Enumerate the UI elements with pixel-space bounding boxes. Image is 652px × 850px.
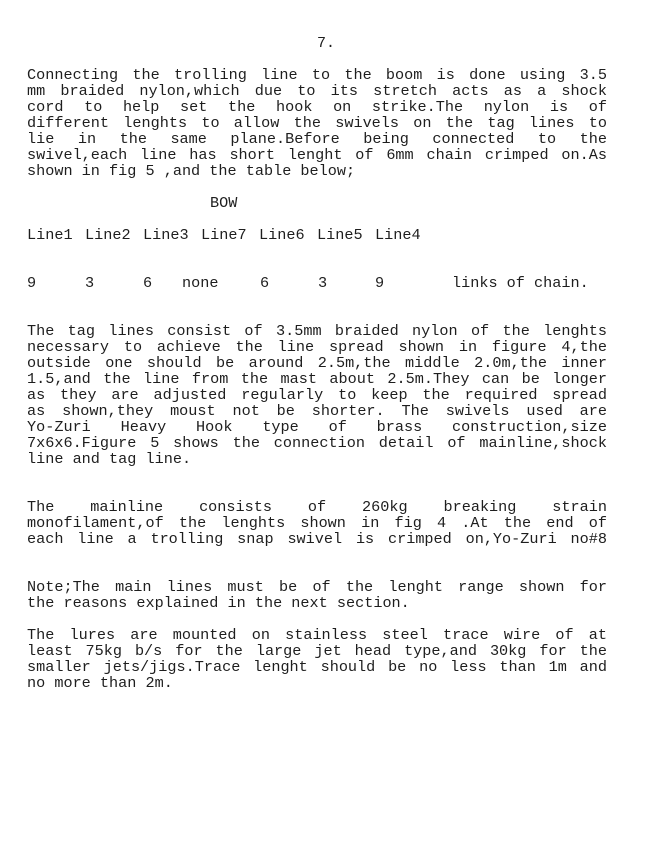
table-value: 9 (375, 274, 385, 292)
table-line-name: Line6 (259, 226, 305, 244)
text-line: smaller jets/jigs.Trace lenght should be no less than 1m and (27, 658, 607, 676)
text-line: least 75kg b/s for the large jet head type,and 30kg for the (27, 642, 607, 660)
table-value: 9 (27, 274, 37, 292)
text-line: as they are adjusted regularly to keep the required spread (27, 386, 607, 404)
table-line-name: Line5 (317, 226, 363, 244)
text-line: mm braided nylon,which due to its stretch acts as a shock (27, 82, 607, 100)
text-line: necessary to achieve the line spread shown in figure 4,the (27, 338, 607, 356)
table-line-name: Line1 (27, 226, 73, 244)
table-line-name: Line2 (85, 226, 131, 244)
text-line: lie in the same plane.Before being connected to the (27, 130, 607, 148)
text-line: Yo-Zuri Heavy Hook type of brass construction,size (27, 418, 607, 436)
text-line: monofilament,of the lenghts shown in fig 4 .At the end of (27, 514, 607, 532)
text-line: 7x6x6.Figure 5 shows the connection detail of mainline,shock (27, 434, 607, 452)
text-line: The tag lines consist of 3.5mm braided nylon of the lenghts (27, 322, 607, 340)
text-line: each line a trolling snap swivel is crimped on,Yo-Zuri no#8 (27, 530, 607, 548)
paragraph-lures (27, 627, 607, 691)
table-line-name: Line4 (375, 226, 421, 244)
table-value: 3 (318, 274, 328, 292)
paragraph-boom-connection (27, 67, 607, 179)
text-line: different lenghts to allow the swivels on the tag lines to (27, 114, 607, 132)
text-line: Note;The main lines must be of the lenght range shown for (27, 578, 607, 596)
text-line: cord to help set the hook on strike.The nylon is of (27, 98, 607, 116)
text-line: outside one should be around 2.5m,the middle 2.0m,the inner (27, 354, 607, 372)
text-line: The mainline consists of 260kg breaking strain (27, 498, 607, 516)
table-line-name: Line3 (143, 226, 189, 244)
table-unit-label: links of chain. (452, 274, 589, 292)
text-line: 1.5,and the line from the mast about 2.5m.They can be longer (27, 370, 607, 388)
text-line: the reasons explained in the next section. (27, 594, 410, 612)
table-value: 3 (85, 274, 95, 292)
paragraph-mainline (27, 499, 607, 547)
text-line: as shown,they moust not be shorter. The swivels used are (27, 402, 607, 420)
paragraph-tag-lines (27, 323, 607, 467)
table-value: 6 (143, 274, 153, 292)
table-heading-bow: BOW (210, 194, 238, 212)
text-line: swivel,each line has short lenght of 6mm chain crimped on.As (27, 146, 607, 164)
text-line: shown in fig 5 ,and the table below; (27, 162, 356, 180)
table-value: 6 (260, 274, 270, 292)
text-line: The lures are mounted on stainless steel trace wire of at (27, 626, 607, 644)
page-number: 7. (316, 35, 335, 52)
paragraph-note (27, 579, 607, 611)
table-line-name: Line7 (201, 226, 247, 244)
table-value: none (182, 274, 219, 292)
text-line: no more than 2m. (27, 674, 173, 692)
text-line: line and tag line. (27, 450, 192, 468)
text-line: Connecting the trolling line to the boom is done using 3.5 (27, 66, 607, 84)
